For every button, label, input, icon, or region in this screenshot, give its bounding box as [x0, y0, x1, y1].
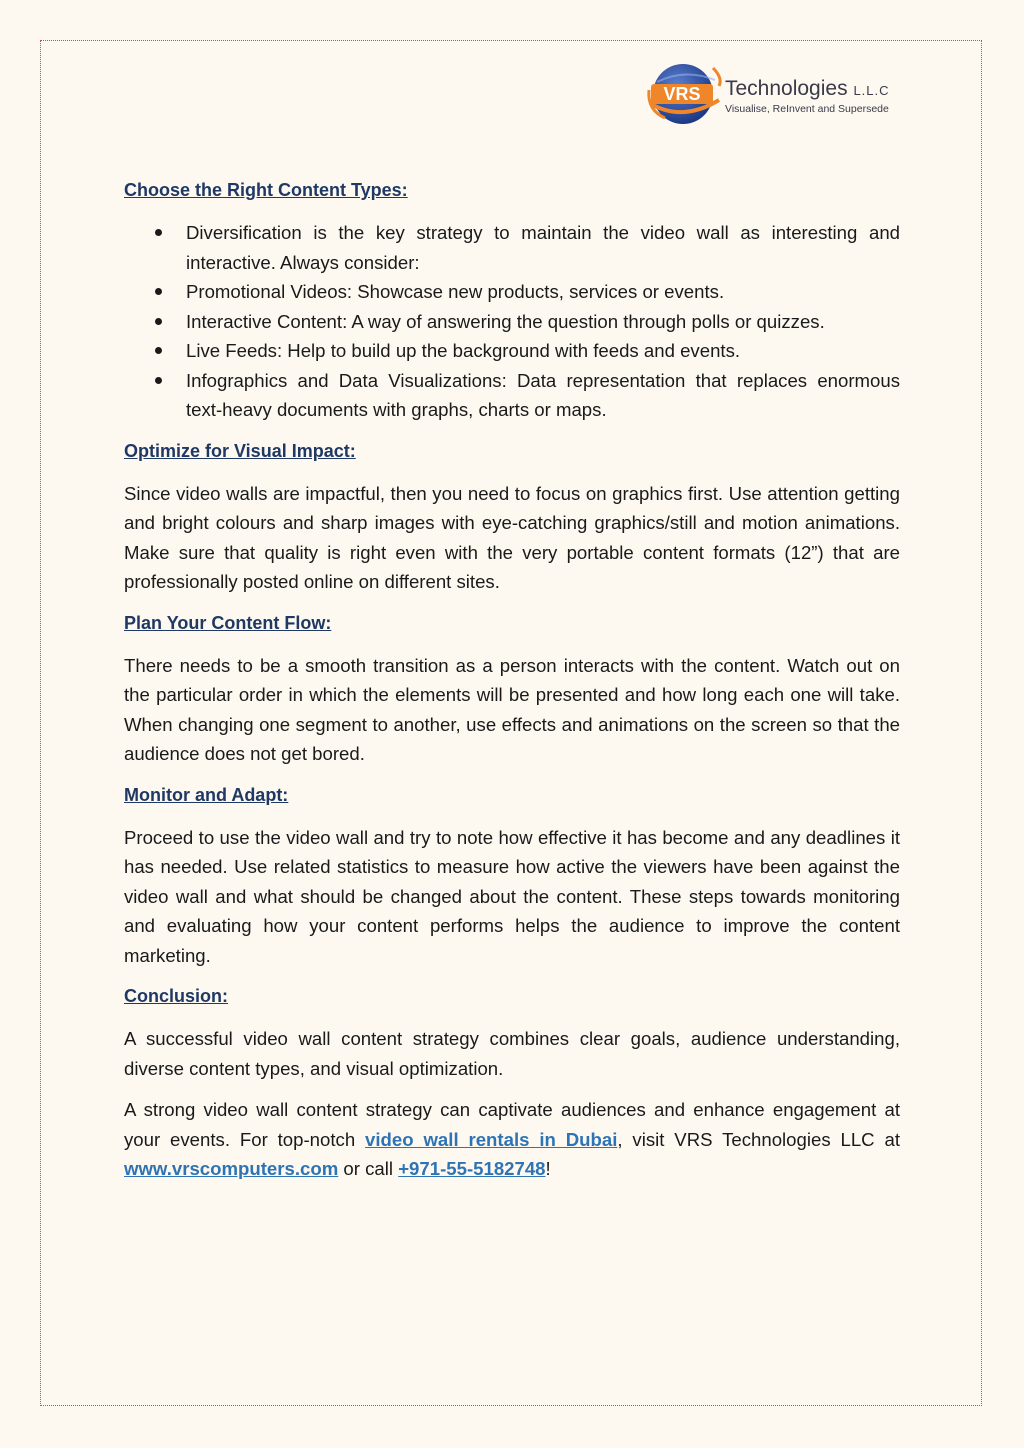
- link-website[interactable]: www.vrscomputers.com: [124, 1158, 339, 1179]
- paragraph-content-flow: There needs to be a smooth transition as a person interacts with the content. Watch out on the particular order in which the elements will be presented and how long each one will take. When changing one segment to another, use effects and animations on the screen so that the audience does not get bored.: [124, 654, 900, 764]
- link-video-wall-rentals[interactable]: video wall rentals in Dubai: [365, 1128, 618, 1150]
- logo-name: Technologies: [725, 77, 848, 100]
- heading-conclusion: Conclusion:: [124, 986, 228, 1006]
- cta-text-2: , visit VRS Technologies LLC at: [617, 1128, 900, 1150]
- cta-text-4: !: [545, 1158, 551, 1179]
- heading-visual-impact: Optimize for Visual Impact:: [124, 440, 356, 461]
- cta-text-3: or call: [338, 1158, 399, 1179]
- link-phone[interactable]: +971-55-5182748: [398, 1158, 546, 1179]
- list-item: Infographics and Data Visualizations: Data representation that replaces enormous text-heavy documents with graphs, charts or maps.: [186, 366, 900, 425]
- paragraph-conclusion: A successful video wall content strategy combines clear goals, audience understanding, diverse content types, and visual optimization.: [124, 1028, 900, 1079]
- list-item: Interactive Content: A way of answering the question through polls or quizzes.: [186, 307, 900, 337]
- cta-text-1: A strong video wall content strategy can captivate audiences and enhance engagement at your events. For top-notch: [124, 1099, 900, 1150]
- svg-text:VRS: VRS: [663, 84, 701, 104]
- paragraph-visual-impact: Since video walls are impactful, then you need to focus on graphics first. Use attention getting and bright colours and sharp images with eye-catching graphics/still and motion animations. Make sure that quality is right even with the very portable content formats (12”) that are professionally posted online on different sites.: [124, 482, 900, 592]
- document-body: [124, 176, 900, 1184]
- list-item: Diversification is the key strategy to maintain the video wall as interesting and interactive. Always consider:: [186, 218, 900, 277]
- paragraph-monitor-adapt: Proceed to use the video wall and try to note how effective it has become and any deadlines it has needed. Use related statistics to measure how active the viewers have been against the video wall and what should be changed about the content. These steps towards monitoring and evaluating how your content performs helps the audience to improve the content marketing.: [124, 826, 900, 966]
- list-item: Promotional Videos: Showcase new products, services or events.: [186, 277, 900, 307]
- list-item: Live Feeds: Help to build up the background with feeds and events.: [186, 336, 900, 366]
- logo-suffix: L.L.C: [853, 83, 890, 98]
- vrs-globe-icon: [645, 60, 725, 130]
- content-types-list: [124, 218, 900, 425]
- paragraph-call-to-action: [124, 1095, 900, 1184]
- logo-tagline: Visualise, ReInvent and Supersede: [725, 103, 889, 115]
- company-logo: [645, 60, 905, 130]
- heading-monitor-adapt: Monitor and Adapt:: [124, 784, 289, 805]
- heading-content-types: Choose the Right Content Types:: [124, 180, 408, 200]
- heading-content-flow: Plan Your Content Flow:: [124, 612, 332, 633]
